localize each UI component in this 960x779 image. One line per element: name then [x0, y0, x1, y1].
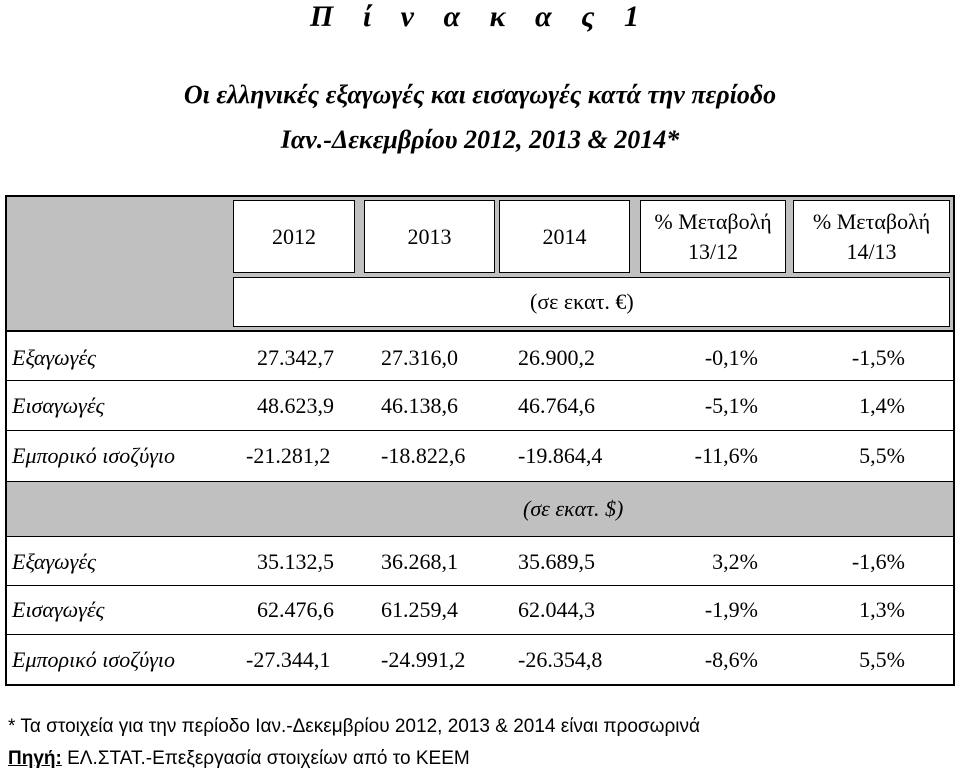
usd-exports-change-14-13: -1,6%	[851, 549, 905, 574]
eur-imports-label: Εισαγωγές	[12, 393, 105, 418]
row-rule	[6, 585, 955, 586]
usd-balance-2012: -27.344,1	[246, 647, 331, 672]
table-right-rule	[953, 195, 955, 686]
column-header-change-13-12: % Μεταβολή 13/12	[640, 200, 786, 273]
eur-imports-change-14-13: 1,4%	[859, 393, 905, 418]
usd-exports-2014: 35.689,5	[518, 549, 595, 574]
eur-imports-2012: 48.623,9	[257, 393, 334, 418]
column-header-2012: 2012	[233, 200, 355, 273]
usd-imports-change-13-12: -1,9%	[704, 597, 758, 622]
header-bottom-rule	[6, 330, 955, 332]
usd-exports-change-13-12: 3,2%	[712, 549, 758, 574]
usd-imports-2014: 62.044,3	[518, 597, 595, 622]
row-rule	[6, 430, 955, 431]
eur-balance-label: Εμπορικό ισοζύγιο	[12, 443, 175, 468]
row-rule	[6, 634, 955, 635]
column-header-2013: 2013	[364, 200, 495, 273]
usd-balance-change-14-13: 5,5%	[859, 647, 905, 672]
column-header-change-14-13: % Μεταβολή 14/13	[793, 200, 950, 273]
table-title-line-1: Οι ελληνικές εξαγωγές και εισαγωγές κατά την περίοδο	[183, 80, 777, 109]
usd-imports-2013: 61.259,4	[381, 597, 458, 622]
usd-imports-2012: 62.476,6	[257, 597, 334, 622]
eur-imports-2014: 46.764,6	[518, 393, 595, 418]
table-number-title: Π ί ν α κ α ς 1	[310, 0, 650, 33]
eur-imports-change-13-12: -5,1%	[704, 393, 758, 418]
eur-imports-2013: 46.138,6	[381, 393, 458, 418]
row-rule	[6, 481, 955, 482]
eur-balance-change-14-13: 5,5%	[859, 443, 905, 468]
eur-balance-2014: -19.864,4	[518, 443, 603, 468]
usd-balance-label: Εμπορικό ισοζύγιο	[12, 647, 175, 672]
usd-exports-2013: 36.268,1	[381, 549, 458, 574]
eur-exports-2014: 26.900,2	[518, 345, 595, 370]
eur-exports-label: Εξαγωγές	[12, 345, 96, 370]
row-rule	[6, 380, 955, 381]
eur-exports-2013: 27.316,0	[381, 345, 458, 370]
source-label: Πηγή:	[8, 748, 62, 769]
usd-balance-change-13-12: -8,6%	[704, 647, 758, 672]
table-top-rule	[6, 195, 955, 197]
eur-balance-2012: -21.281,2	[246, 443, 331, 468]
eur-balance-change-13-12: -11,6%	[694, 443, 758, 468]
usd-exports-2012: 35.132,5	[257, 549, 334, 574]
usd-imports-change-14-13: 1,3%	[859, 597, 905, 622]
usd-exports-label: Εξαγωγές	[12, 549, 96, 574]
usd-balance-2013: -24.991,2	[381, 647, 466, 672]
table-left-rule	[5, 195, 7, 686]
eur-exports-change-14-13: -1,5%	[851, 345, 905, 370]
source-text: ΕΛ.ΣΤΑΤ.-Επεξεργασία στοιχείων από το ΚΕΕΜ	[61, 748, 470, 769]
column-header-2014: 2014	[499, 200, 630, 273]
usd-unit-label: (σε εκατ. $)	[523, 496, 624, 521]
eur-exports-2012: 27.342,7	[257, 345, 334, 370]
usd-balance-2014: -26.354,8	[518, 647, 603, 672]
table-title-line-2: Ιαν.-Δεκεμβρίου 2012, 2013 & 2014*	[280, 125, 680, 154]
eur-unit-label: (σε εκατ. €)	[233, 277, 950, 327]
footnote: * Τα στοιχεία για την περίοδο Ιαν.-Δεκεμβρίου 2012, 2013 & 2014 είναι προσωρινά	[8, 716, 700, 737]
row-rule	[6, 536, 955, 537]
table-bottom-rule	[6, 684, 955, 686]
eur-exports-change-13-12: -0,1%	[704, 345, 758, 370]
usd-imports-label: Εισαγωγές	[12, 597, 105, 622]
source-note	[8, 748, 470, 770]
eur-balance-2013: -18.822,6	[381, 443, 466, 468]
